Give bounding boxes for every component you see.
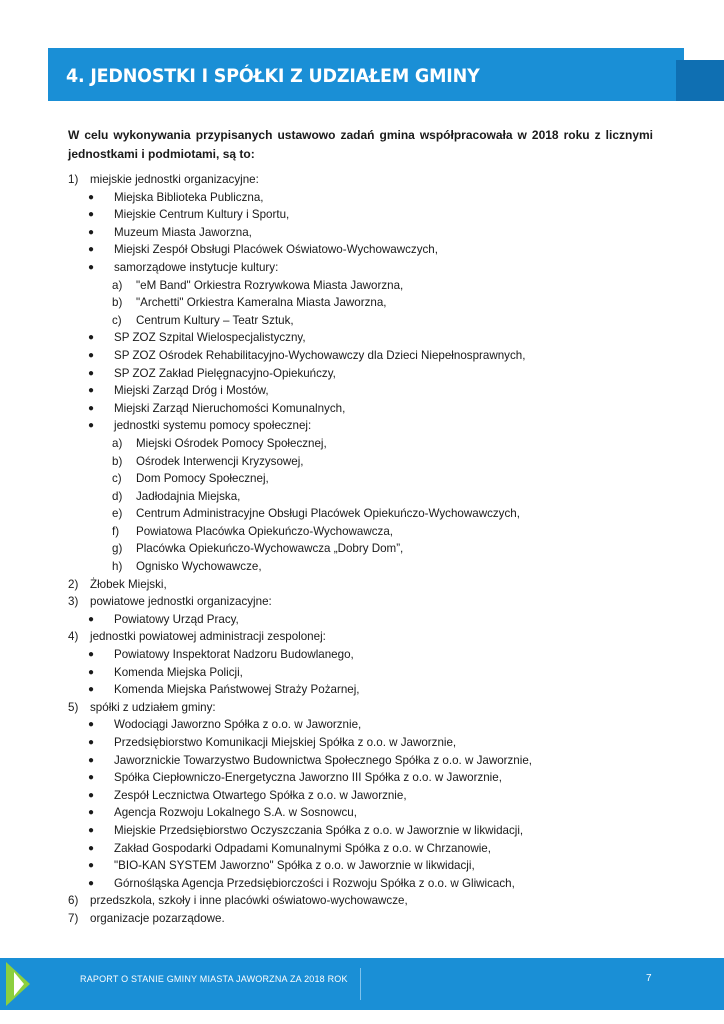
bullet-icon: ●: [88, 649, 95, 661]
list-item-text: przedszkola, szkoły i inne placówki oświatowo-wychowawcze,: [90, 894, 408, 908]
list-item: [68, 857, 668, 875]
list-item-text: Ośrodek Interwencji Kryzysowej,: [136, 454, 304, 468]
list-number: 3): [68, 595, 79, 609]
list-item-text: Agencja Rozwoju Lokalnego S.A. w Sosnowcu,: [114, 806, 357, 820]
list-item: [68, 716, 668, 734]
bullet-icon: ●: [88, 842, 95, 854]
list-item: [68, 576, 668, 594]
list-item-text: organizacje pozarządowe.: [90, 911, 225, 925]
bullet-icon: ●: [88, 789, 95, 801]
list-item: [68, 224, 668, 242]
list-letter: b): [112, 296, 123, 310]
page-title: 4. JEDNOSTKI I SPÓŁKI Z UDZIAŁEM GMINY: [66, 65, 480, 87]
footer-report-title: RAPORT O STANIE GMINY MIASTA JAWORZNA ZA 2018 ROK: [80, 974, 348, 984]
list-letter: h): [112, 560, 123, 574]
bullet-icon: ●: [88, 209, 95, 221]
list-letter: f): [112, 524, 120, 538]
list-item-text: jednostki systemu pomocy społecznej:: [114, 419, 312, 433]
list-item: [68, 453, 668, 471]
list-item-text: Miejskie Centrum Kultury i Sportu,: [114, 208, 290, 222]
list-item-text: Spółka Ciepłowniczo-Energetyczna Jaworzno III Spółka z o.o. w Jaworznie,: [114, 771, 502, 785]
list-item: [68, 488, 668, 506]
bullet-icon: ●: [88, 719, 95, 731]
list-item: [68, 241, 668, 259]
list-item-text: "eM Band" Orkiestra Rozrywkowa Miasta Jaworzna,: [136, 278, 404, 292]
list-item: [68, 699, 668, 717]
list-letter: a): [112, 436, 123, 450]
list-item-text: Powiatowa Placówka Opiekuńczo-Wychowawcza,: [136, 524, 393, 538]
list-letter: c): [112, 472, 122, 486]
list-item: [68, 822, 668, 840]
list-item: [68, 628, 668, 646]
list-item: [68, 259, 668, 277]
list-item: [68, 646, 668, 664]
bullet-icon: ●: [88, 684, 95, 696]
list-number: 1): [68, 173, 79, 186]
chevron-right-icon: [0, 958, 44, 1010]
list-item-text: jednostki powiatowej administracji zespolonej:: [90, 630, 326, 644]
list-item: [68, 435, 668, 453]
list-item-text: "Archetti" Orkiestra Kameralna Miasta Jaworzna,: [136, 296, 387, 310]
intro-line: jednostkami i podmiotami, są to:: [68, 147, 255, 161]
bullet-icon: ●: [88, 877, 95, 889]
list-item-text: Jaworznickie Towarzystwo Budownictwa Społecznego Spółka z o.o. w Jaworznie,: [114, 753, 533, 767]
bullet-icon: ●: [88, 226, 95, 238]
list-item-text: Placówka Opiekuńczo-Wychowawcza „Dobry Dom”,: [136, 542, 404, 556]
list-item: [68, 787, 668, 805]
list-item-text: Miejski Zarząd Dróg i Mostów,: [114, 384, 269, 398]
intro-line: W celu wykonywania przypisanych ustawowo zadań gmina współpracowała w 2018 roku z licznymi: [68, 128, 653, 142]
list-item: [68, 734, 668, 752]
list-letter: d): [112, 489, 123, 503]
bullet-icon: ●: [88, 349, 95, 361]
list-item: [68, 365, 668, 383]
list-item-text: Powiatowy Urząd Pracy,: [114, 612, 239, 626]
list-letter: c): [112, 313, 122, 327]
organization-list: [68, 171, 668, 928]
list-item-text: Zakład Gospodarki Odpadami Komunalnymi Spółka z o.o. w Chrzanowie,: [114, 841, 491, 855]
list-item: [68, 558, 668, 576]
bullet-icon: ●: [88, 332, 95, 344]
bullet-icon: ●: [88, 737, 95, 748]
list-item: [68, 294, 668, 312]
list-number: 4): [68, 630, 79, 644]
list-item: [68, 804, 668, 822]
list-number: 2): [68, 577, 79, 591]
list-item: [68, 277, 668, 295]
list-item-text: miejskie jednostki organizacyjne:: [90, 173, 259, 186]
list-item-text: Miejskie Przedsiębiorstwo Oczyszczania Spółka z o.o. w Jaworznie w likwidacji,: [114, 823, 524, 837]
list-item-text: Miejska Biblioteka Publiczna,: [114, 190, 264, 204]
list-item: [68, 417, 668, 435]
list-item-text: SP ZOZ Zakład Pielęgnacyjno-Opiekuńczy,: [114, 366, 336, 380]
list-item: [68, 769, 668, 787]
list-item: [68, 910, 668, 928]
list-item-text: Przedsiębiorstwo Komunikacji Miejskiej Spółka z o.o. w Jaworznie,: [114, 736, 457, 749]
footer-divider: [360, 968, 361, 1000]
list-item: [68, 206, 668, 224]
list-item-text: Zespół Lecznictwa Otwartego Spółka z o.o. w Jaworznie,: [114, 788, 407, 802]
list-item-text: SP ZOZ Ośrodek Rehabilitacyjno-Wychowawczy dla Dzieci Niepełnosprawnych,: [114, 348, 526, 362]
list-item: [68, 752, 668, 770]
list-item-text: Ognisko Wychowawcze,: [136, 560, 262, 574]
list-item: [68, 470, 668, 488]
list-item-text: Górnośląska Agencja Przedsiębiorczości i Rozwoju Spółka z o.o. w Gliwicach,: [114, 876, 515, 890]
bullet-icon: ●: [88, 191, 95, 203]
bullet-icon: ●: [88, 244, 95, 256]
list-item: [68, 840, 668, 858]
list-letter: a): [112, 278, 123, 292]
list-letter: b): [112, 454, 123, 468]
list-number: 7): [68, 911, 79, 925]
bullet-icon: ●: [88, 772, 95, 784]
list-item: [68, 892, 668, 910]
list-letter: e): [112, 507, 123, 521]
page-number: 7: [646, 973, 652, 984]
list-item-text: Centrum Kultury – Teatr Sztuk,: [136, 313, 294, 327]
list-item-text: Wodociągi Jaworzno Spółka z o.o. w Jaworznie,: [114, 718, 362, 732]
bullet-icon: ●: [88, 367, 95, 379]
list-item-text: "BIO-KAN SYSTEM Jaworzno" Spółka z o.o. w Jaworznie w likwidacji,: [114, 859, 475, 873]
list-letter: g): [112, 542, 123, 556]
list-number: 6): [68, 894, 79, 908]
list-item: [68, 400, 668, 418]
list-item: [68, 171, 668, 189]
intro-paragraph: [68, 126, 653, 164]
list-number: 5): [68, 700, 79, 714]
list-item: [68, 189, 668, 207]
list-item-text: Muzeum Miasta Jaworzna,: [114, 225, 252, 239]
list-item-text: samorządowe instytucje kultury:: [114, 260, 279, 274]
bullet-icon: ●: [88, 860, 95, 872]
bullet-icon: ●: [88, 261, 95, 273]
footer-bar: [0, 958, 724, 1010]
list-item-text: Centrum Administracyjne Obsługi Placówek Opiekuńczo-Wychowawczych,: [136, 507, 520, 521]
bullet-icon: ●: [88, 754, 95, 766]
list-item: [68, 347, 668, 365]
list-item-text: powiatowe jednostki organizacyjne:: [90, 595, 272, 609]
list-item: [68, 593, 668, 611]
bullet-icon: ●: [88, 824, 95, 836]
list-item-text: Miejski Zarząd Nieruchomości Komunalnych,: [114, 401, 346, 415]
list-item: [68, 611, 668, 629]
list-item: [68, 382, 668, 400]
list-item-text: Komenda Miejska Państwowej Straży Pożarnej,: [114, 683, 360, 697]
list-item: [68, 681, 668, 699]
list-item-text: spółki z udziałem gminy:: [90, 700, 216, 714]
list-item-text: Miejski Ośrodek Pomocy Społecznej,: [136, 436, 327, 450]
list-item: [68, 312, 668, 330]
list-item-text: Miejski Zespół Obsługi Placówek Oświatowo-Wychowawczych,: [114, 243, 438, 257]
bullet-icon: ●: [88, 420, 95, 432]
bullet-icon: ●: [88, 807, 95, 819]
list-item: [68, 505, 668, 523]
bullet-icon: ●: [88, 385, 95, 397]
list-item-text: Dom Pomocy Społecznej,: [136, 472, 269, 486]
list-item: [68, 523, 668, 541]
bullet-icon: ●: [88, 666, 95, 678]
bullet-icon: ●: [88, 613, 95, 625]
list-item: [68, 329, 668, 347]
list-item-text: Żłobek Miejski,: [90, 577, 167, 591]
list-item: [68, 540, 668, 558]
list-item: [68, 664, 668, 682]
list-item: [68, 875, 668, 893]
list-item-text: Jadłodajnia Miejska,: [136, 489, 241, 503]
list-item-text: Powiatowy Inspektorat Nadzoru Budowlanego,: [114, 648, 354, 662]
bullet-icon: ●: [88, 402, 95, 414]
header-accent: [676, 60, 724, 101]
list-item-text: SP ZOZ Szpital Wielospecjalistyczny,: [114, 331, 306, 345]
list-item-text: Komenda Miejska Policji,: [114, 665, 243, 679]
